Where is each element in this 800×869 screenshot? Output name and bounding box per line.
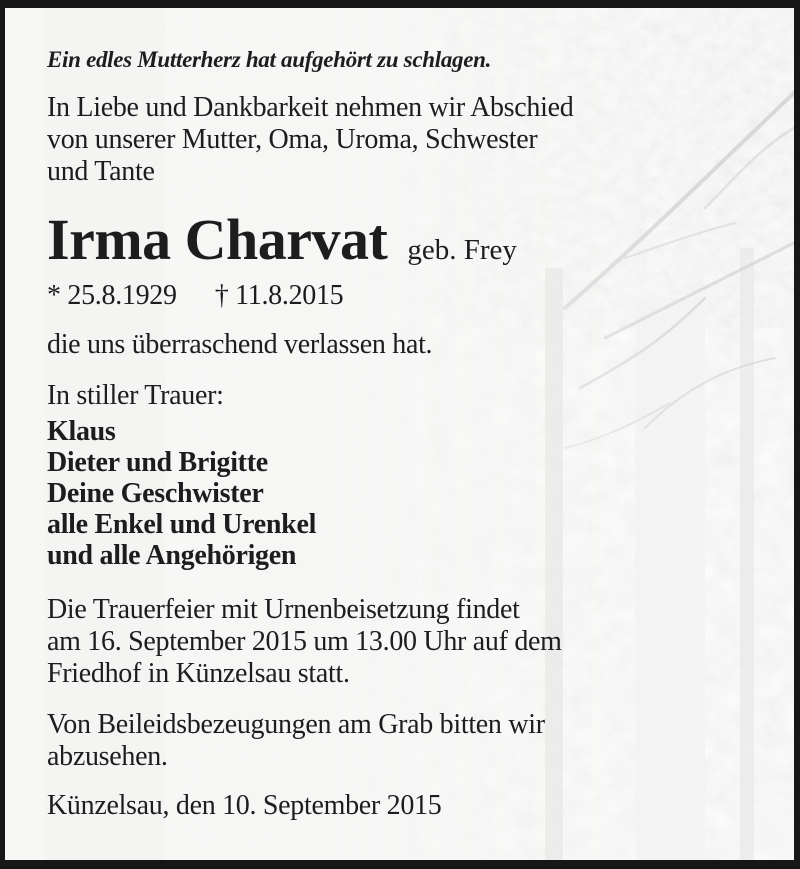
mourner: Deine Geschwister (47, 478, 264, 509)
ceremony-line: am 16. September 2015 um 13.00 Uhr auf dem (47, 626, 562, 657)
mourner: und alle Angehörigen (47, 540, 297, 571)
obituary-text (5, 8, 794, 860)
mourner: Klaus (47, 416, 116, 447)
place-dateline: Künzelsau, den 10. September 2015 (47, 790, 442, 821)
intro-line: von unserer Mutter, Oma, Uroma, Schwester (47, 124, 538, 155)
ceremony-line: Friedhof in Künzelsau statt. (47, 658, 350, 689)
mourners-list (47, 416, 760, 571)
life-dates (47, 280, 760, 312)
birth-date: * 25.8.1929 (47, 280, 177, 311)
intro-paragraph (47, 92, 760, 188)
maiden-name: geb. Frey (407, 234, 517, 266)
condolence-paragraph (47, 709, 760, 773)
ceremony-paragraph (47, 594, 760, 690)
mourner: Dieter und Brigitte (47, 447, 268, 478)
deceased-name: Irma Charvat (47, 207, 388, 272)
mourning-label: In stiller Trauer: (47, 380, 224, 411)
name-row (47, 207, 760, 272)
condolence-line: Von Beileidsbezeugungen am Grab bitten wir (47, 709, 545, 740)
intro-line: In Liebe und Dankbarkeit nehmen wir Abschied (47, 92, 574, 123)
intro-line: und Tante (47, 156, 155, 187)
condolence-line: abzusehen. (47, 741, 168, 772)
epigraph: Ein edles Mutterherz hat aufgehört zu schlagen. (47, 47, 492, 72)
death-date: † 11.8.2015 (214, 280, 344, 311)
passing-line: die uns überraschend verlassen hat. (47, 329, 433, 360)
ceremony-line: Die Trauerfeier mit Urnenbeisetzung findet (47, 594, 520, 625)
mourner: alle Enkel und Urenkel (47, 509, 317, 540)
